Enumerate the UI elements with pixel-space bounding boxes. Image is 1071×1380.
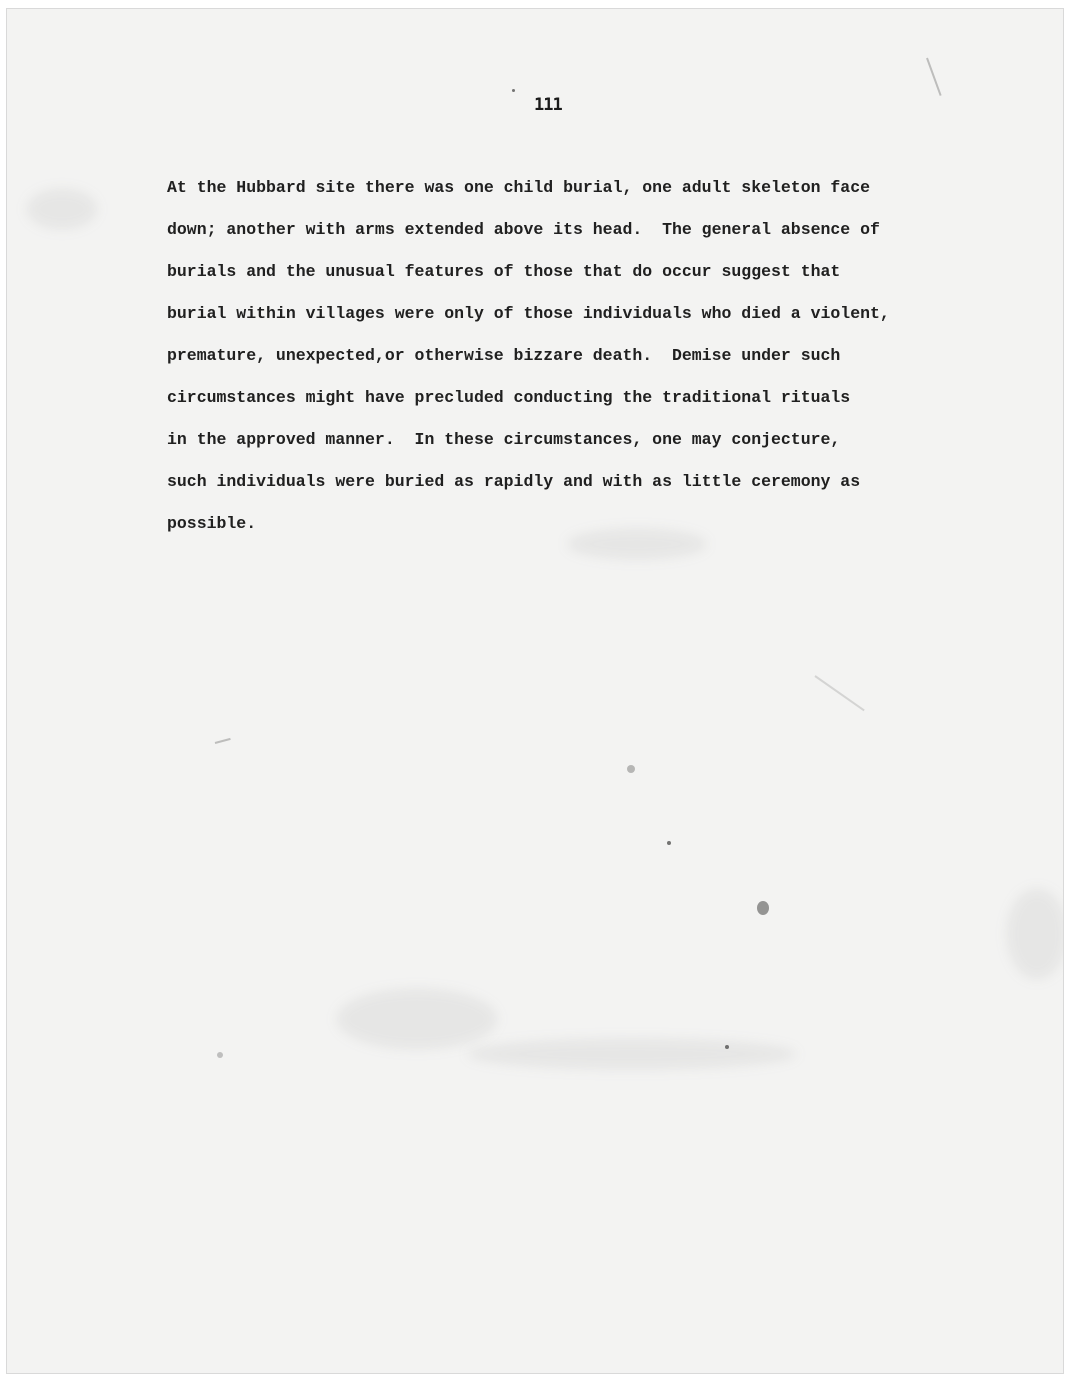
scan-streak bbox=[814, 675, 864, 711]
scan-streak bbox=[926, 58, 942, 96]
document-page bbox=[6, 8, 1064, 1374]
page-number: 111 bbox=[534, 95, 562, 115]
body-paragraph bbox=[167, 167, 967, 545]
scan-speck bbox=[725, 1045, 729, 1049]
scan-speck bbox=[627, 765, 635, 773]
text-line: burial within villages were only of those individuals who died a violent, bbox=[167, 304, 890, 323]
text-line: down; another with arms extended above its head. The general absence of bbox=[167, 220, 880, 239]
scan-smudge bbox=[27, 189, 97, 229]
scan-speck bbox=[757, 901, 769, 915]
text-line: in the approved manner. In these circumstances, one may conjecture, bbox=[167, 430, 841, 449]
text-line: At the Hubbard site there was one child burial, one adult skeleton face bbox=[167, 178, 871, 197]
scan-smudge bbox=[467, 1039, 797, 1069]
scan-speck bbox=[512, 89, 515, 92]
scan-speck bbox=[217, 1052, 223, 1058]
scan-smudge bbox=[337, 989, 497, 1049]
scan-speck bbox=[667, 841, 671, 845]
text-line: burials and the unusual features of those that do occur suggest that bbox=[167, 262, 841, 281]
text-line: premature, unexpected,or otherwise bizzare death. Demise under such bbox=[167, 346, 841, 365]
scan-streak bbox=[215, 738, 231, 744]
text-line: possible. bbox=[167, 514, 257, 533]
text-line: circumstances might have precluded conducting the traditional rituals bbox=[167, 388, 851, 407]
text-line: such individuals were buried as rapidly and with as little ceremony as bbox=[167, 472, 861, 491]
scan-smudge bbox=[1007, 889, 1064, 979]
